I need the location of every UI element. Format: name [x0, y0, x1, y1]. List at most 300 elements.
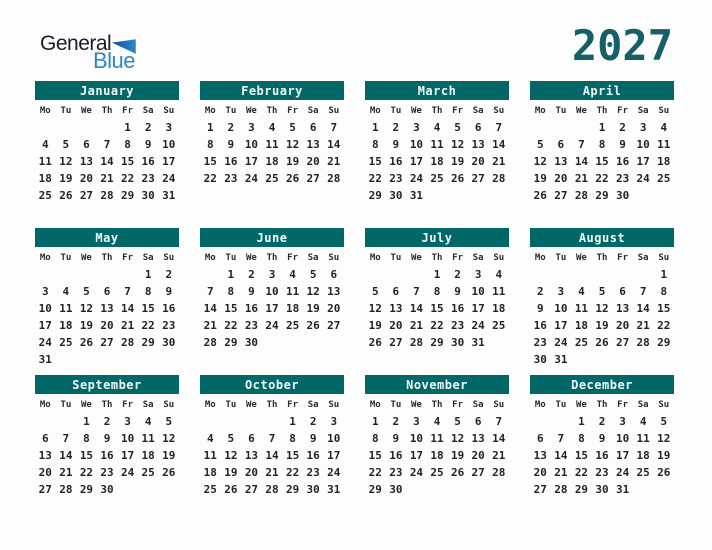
date-cell: 11 [141, 432, 155, 445]
date-cell: 24 [409, 466, 424, 479]
month-card [35, 81, 179, 204]
weekday-row [35, 250, 179, 266]
date-cell: 15 [120, 155, 135, 168]
weeks [365, 119, 509, 204]
week-row [530, 413, 674, 430]
date-cell: 21 [554, 466, 568, 479]
weekday-row [35, 397, 179, 413]
date-cell: 30 [141, 189, 155, 202]
date-cell: 30 [450, 336, 465, 349]
date-cell: 12 [657, 432, 671, 445]
date-cell: 15 [224, 302, 238, 315]
date-cell: 19 [657, 449, 671, 462]
week-row [365, 283, 509, 300]
date-cell: 21 [492, 155, 506, 168]
date-cell: 13 [471, 432, 485, 445]
date-cell: 27 [79, 189, 94, 202]
date-cell: 6 [330, 268, 338, 281]
date-cell: 6 [103, 285, 111, 298]
date-cell: 22 [141, 319, 155, 332]
month-header [35, 81, 179, 100]
date-cell: 17 [554, 319, 568, 332]
month-header [200, 81, 344, 100]
weekday-label: Fr [122, 253, 134, 263]
week-row [365, 413, 509, 430]
week-row [365, 317, 509, 334]
weekday-label: Fr [617, 400, 629, 410]
date-cell: 2 [536, 285, 544, 298]
date-cell: 28 [265, 483, 279, 496]
date-cell: 20 [79, 172, 94, 185]
date-cell: 8 [598, 138, 606, 151]
weekday-label: Su [493, 106, 505, 116]
date-cell: 21 [636, 319, 650, 332]
weekday-row [365, 103, 509, 119]
date-cell: 27 [615, 336, 630, 349]
date-cell: 22 [595, 172, 609, 185]
date-cell: 2 [598, 415, 606, 428]
date-cell: 3 [248, 121, 255, 134]
date-cell: 10 [615, 432, 630, 445]
month-title: June [256, 230, 288, 245]
weekday-label: Tu [555, 253, 567, 263]
weekday-label: Sa [637, 253, 649, 263]
date-cell: 5 [454, 121, 461, 134]
month-title: February [241, 83, 303, 98]
date-cell: 3 [619, 415, 626, 428]
week-row [35, 334, 179, 351]
date-cell: 5 [536, 138, 544, 151]
date-cell: 4 [289, 268, 296, 281]
weekday-label: Th [101, 400, 113, 410]
week-row [365, 153, 509, 170]
weekday-label: Su [163, 400, 175, 410]
weeks [200, 119, 344, 187]
date-cell: 2 [103, 415, 111, 428]
week-row [365, 447, 509, 464]
date-cell: 31 [38, 353, 52, 366]
date-cell: 1 [660, 268, 668, 281]
weeks [365, 266, 509, 351]
date-cell: 21 [327, 155, 341, 168]
week-row [530, 266, 674, 283]
date-cell: 14 [327, 138, 341, 151]
month-title: January [79, 83, 135, 98]
week-row [530, 430, 674, 447]
date-cell: 12 [533, 155, 547, 168]
date-cell: 3 [268, 268, 276, 281]
date-cell: 4 [660, 121, 668, 134]
weekday-label: Th [596, 106, 608, 116]
date-cell: 5 [165, 415, 173, 428]
date-cell: 9 [392, 138, 400, 151]
date-cell: 7 [124, 285, 131, 298]
date-cell: 28 [636, 336, 650, 349]
date-cell: 12 [306, 285, 320, 298]
date-cell: 15 [595, 155, 609, 168]
month-title: April [582, 83, 622, 98]
date-cell: 8 [371, 432, 379, 445]
date-cell: 26 [533, 189, 547, 202]
weekday-label: Fr [287, 106, 299, 116]
date-cell: 6 [557, 138, 565, 151]
date-cell: 25 [430, 466, 444, 479]
date-cell: 8 [660, 285, 668, 298]
month-header [35, 375, 179, 394]
date-cell: 12 [368, 302, 382, 315]
weekday-label: Mo [534, 400, 546, 410]
week-row [365, 481, 509, 498]
date-cell: 4 [144, 415, 152, 428]
week-row [200, 334, 344, 351]
date-cell: 10 [409, 432, 424, 445]
date-cell: 8 [83, 432, 90, 445]
date-cell: 1 [227, 268, 235, 281]
weekday-label: Fr [452, 106, 464, 116]
month-title: March [417, 83, 457, 98]
weeks [200, 413, 344, 498]
date-cell: 26 [450, 466, 465, 479]
date-cell: 5 [371, 285, 379, 298]
date-cell: 12 [162, 432, 176, 445]
date-cell: 23 [389, 172, 403, 185]
date-cell: 10 [162, 138, 176, 151]
date-cell: 1 [83, 415, 90, 428]
month-header [365, 228, 509, 247]
date-cell: 13 [389, 302, 403, 315]
week-row [35, 136, 179, 153]
weekday-label: Mo [39, 400, 51, 410]
date-cell: 3 [330, 415, 338, 428]
week-row [365, 136, 509, 153]
date-cell: 5 [454, 415, 461, 428]
date-cell: 7 [413, 285, 420, 298]
date-cell: 29 [595, 189, 609, 202]
date-cell: 10 [265, 285, 279, 298]
date-cell: 3 [639, 121, 647, 134]
date-cell: 25 [657, 172, 671, 185]
week-row [530, 481, 674, 498]
date-cell: 14 [120, 302, 135, 315]
date-cell: 6 [474, 121, 482, 134]
weekday-label: We [246, 253, 257, 263]
date-cell: 29 [657, 336, 671, 349]
date-cell: 26 [285, 172, 300, 185]
week-row [530, 351, 674, 368]
date-cell: 26 [162, 466, 176, 479]
date-cell: 16 [389, 155, 403, 168]
date-cell: 23 [224, 172, 238, 185]
date-cell: 28 [492, 466, 506, 479]
date-cell: 18 [636, 449, 650, 462]
date-cell: 3 [474, 268, 482, 281]
weekday-label: Th [431, 253, 443, 263]
date-cell: 28 [100, 189, 114, 202]
date-cell: 19 [59, 172, 73, 185]
date-cell: 13 [244, 449, 259, 462]
date-cell: 22 [203, 172, 217, 185]
week-row [365, 300, 509, 317]
date-cell: 7 [268, 432, 276, 445]
date-cell: 28 [120, 336, 135, 349]
date-cell: 16 [224, 155, 238, 168]
date-cell: 17 [244, 155, 259, 168]
logo-text-general: General [40, 32, 112, 55]
weeks [530, 119, 674, 204]
week-row [200, 136, 344, 153]
weeks [35, 266, 179, 368]
week-row [530, 153, 674, 170]
weekday-label: Tu [390, 106, 402, 116]
month-card [365, 228, 509, 351]
weekday-row [530, 397, 674, 413]
month-header [365, 81, 509, 100]
date-cell: 31 [615, 483, 630, 496]
date-cell: 13 [533, 449, 547, 462]
weekday-row [200, 103, 344, 119]
date-cell: 30 [100, 483, 114, 496]
date-cell: 26 [595, 336, 609, 349]
date-cell: 11 [203, 449, 217, 462]
date-cell: 27 [471, 172, 485, 185]
date-cell: 26 [59, 189, 73, 202]
week-row [530, 334, 674, 351]
date-cell: 12 [450, 138, 465, 151]
weekday-row [365, 250, 509, 266]
weeks [530, 413, 674, 498]
week-row [35, 413, 179, 430]
weekday-label: Su [493, 400, 505, 410]
date-cell: 17 [636, 155, 650, 168]
date-cell: 19 [450, 155, 465, 168]
date-cell: 10 [38, 302, 52, 315]
date-cell: 2 [227, 121, 235, 134]
weekday-label: We [576, 253, 587, 263]
date-cell: 18 [265, 155, 279, 168]
date-cell: 6 [41, 432, 49, 445]
date-cell: 16 [615, 155, 630, 168]
date-cell: 11 [492, 285, 506, 298]
date-cell: 30 [595, 483, 609, 496]
date-cell: 1 [578, 415, 585, 428]
date-cell: 5 [660, 415, 668, 428]
date-cell: 11 [285, 285, 300, 298]
weekday-label: We [576, 106, 587, 116]
date-cell: 30 [306, 483, 320, 496]
date-cell: 8 [433, 285, 441, 298]
date-cell: 1 [206, 121, 214, 134]
weekday-label: Su [163, 253, 175, 263]
weekday-label: Sa [472, 253, 484, 263]
date-cell: 5 [62, 138, 70, 151]
date-cell: 9 [454, 285, 461, 298]
date-cell: 24 [327, 466, 341, 479]
weekday-label: Sa [142, 400, 154, 410]
date-cell: 30 [389, 483, 403, 496]
week-row [200, 317, 344, 334]
date-cell: 15 [141, 302, 155, 315]
date-cell: 20 [244, 466, 259, 479]
month-card [200, 228, 344, 351]
weekday-label: Mo [369, 400, 381, 410]
weekday-label: Su [328, 253, 340, 263]
date-cell: 18 [203, 466, 217, 479]
date-cell: 8 [206, 138, 214, 151]
months-grid [35, 81, 674, 522]
date-cell: 15 [203, 155, 217, 168]
weekday-row [530, 103, 674, 119]
date-cell: 13 [100, 302, 114, 315]
general-blue-logo [40, 33, 136, 72]
date-cell: 30 [162, 336, 176, 349]
weekday-label: Th [101, 106, 113, 116]
date-cell: 1 [144, 268, 152, 281]
weekday-label: Su [328, 106, 340, 116]
date-cell: 9 [309, 432, 317, 445]
date-cell: 9 [165, 285, 173, 298]
date-cell: 8 [124, 138, 131, 151]
date-cell: 11 [574, 302, 589, 315]
date-cell: 10 [409, 138, 424, 151]
date-cell: 6 [83, 138, 90, 151]
weekday-label: We [81, 253, 92, 263]
date-cell: 12 [595, 302, 609, 315]
weekday-label: Sa [142, 253, 154, 263]
date-cell: 15 [368, 155, 382, 168]
week-row [530, 187, 674, 204]
week-row [200, 266, 344, 283]
weekday-label: Mo [204, 253, 216, 263]
date-cell: 20 [471, 449, 485, 462]
date-cell: 2 [619, 121, 626, 134]
date-cell: 14 [636, 302, 650, 315]
date-cell: 19 [450, 449, 465, 462]
date-cell: 14 [574, 155, 589, 168]
date-cell: 23 [162, 319, 176, 332]
date-cell: 22 [368, 172, 382, 185]
date-cell: 7 [330, 121, 338, 134]
date-cell: 13 [327, 285, 341, 298]
date-cell: 1 [433, 268, 441, 281]
date-cell: 29 [224, 336, 238, 349]
weekday-label: We [411, 400, 422, 410]
week-row [530, 136, 674, 153]
date-cell: 1 [598, 121, 606, 134]
date-cell: 10 [471, 285, 485, 298]
week-row [35, 119, 179, 136]
week-row [200, 481, 344, 498]
date-cell: 20 [389, 319, 403, 332]
weekday-label: Mo [39, 106, 51, 116]
week-row [365, 430, 509, 447]
week-row [200, 119, 344, 136]
week-row [35, 153, 179, 170]
date-cell: 6 [536, 432, 544, 445]
date-cell: 11 [59, 302, 73, 315]
date-cell: 15 [285, 449, 300, 462]
date-cell: 18 [38, 172, 52, 185]
month-card [35, 375, 179, 498]
date-cell: 21 [492, 449, 506, 462]
weekday-label: Sa [472, 400, 484, 410]
date-cell: 10 [327, 432, 341, 445]
date-cell: 21 [120, 319, 135, 332]
date-cell: 23 [141, 172, 155, 185]
date-cell: 17 [615, 449, 630, 462]
date-cell: 16 [100, 449, 114, 462]
date-cell: 7 [557, 432, 565, 445]
date-cell: 20 [100, 319, 114, 332]
date-cell: 17 [409, 155, 424, 168]
date-cell: 16 [533, 319, 547, 332]
weekday-label: Su [658, 106, 670, 116]
weekday-label: We [81, 106, 92, 116]
date-cell: 19 [595, 319, 609, 332]
date-cell: 24 [38, 336, 52, 349]
weeks [35, 413, 179, 498]
date-cell: 29 [79, 483, 94, 496]
date-cell: 15 [430, 302, 444, 315]
date-cell: 9 [392, 432, 400, 445]
date-cell: 19 [79, 319, 94, 332]
date-cell: 28 [554, 483, 568, 496]
date-cell: 24 [162, 172, 176, 185]
date-cell: 26 [306, 319, 320, 332]
weekday-label: Fr [617, 253, 629, 263]
weekday-label: Mo [39, 253, 51, 263]
date-cell: 10 [554, 302, 568, 315]
weekday-label: Fr [287, 253, 299, 263]
weekday-label: Sa [307, 106, 319, 116]
date-cell: 14 [203, 302, 217, 315]
weekday-label: Sa [307, 253, 319, 263]
date-cell: 31 [162, 189, 176, 202]
date-cell: 20 [471, 155, 485, 168]
date-cell: 3 [41, 285, 49, 298]
weekday-label: Tu [225, 106, 237, 116]
date-cell: 7 [103, 138, 111, 151]
date-cell: 16 [141, 155, 155, 168]
date-cell: 25 [492, 319, 506, 332]
date-cell: 3 [557, 285, 565, 298]
date-cell: 10 [244, 138, 259, 151]
date-cell: 4 [41, 138, 49, 151]
date-cell: 5 [309, 268, 317, 281]
weekday-label: Sa [307, 400, 319, 410]
month-card [365, 375, 509, 498]
date-cell: 10 [120, 432, 135, 445]
date-cell: 19 [162, 449, 176, 462]
date-cell: 14 [265, 449, 279, 462]
week-row [365, 170, 509, 187]
weekday-label: Fr [122, 400, 134, 410]
month-header [530, 375, 674, 394]
week-row [35, 266, 179, 283]
date-cell: 23 [389, 466, 403, 479]
weekday-label: Su [163, 106, 175, 116]
week-row [35, 300, 179, 317]
week-row [200, 447, 344, 464]
date-cell: 20 [554, 172, 568, 185]
date-cell: 8 [371, 138, 379, 151]
date-cell: 26 [224, 483, 238, 496]
date-cell: 24 [120, 466, 135, 479]
date-cell: 12 [59, 155, 73, 168]
date-cell: 22 [430, 319, 444, 332]
date-cell: 1 [371, 415, 379, 428]
date-cell: 1 [371, 121, 379, 134]
date-cell: 21 [203, 319, 217, 332]
